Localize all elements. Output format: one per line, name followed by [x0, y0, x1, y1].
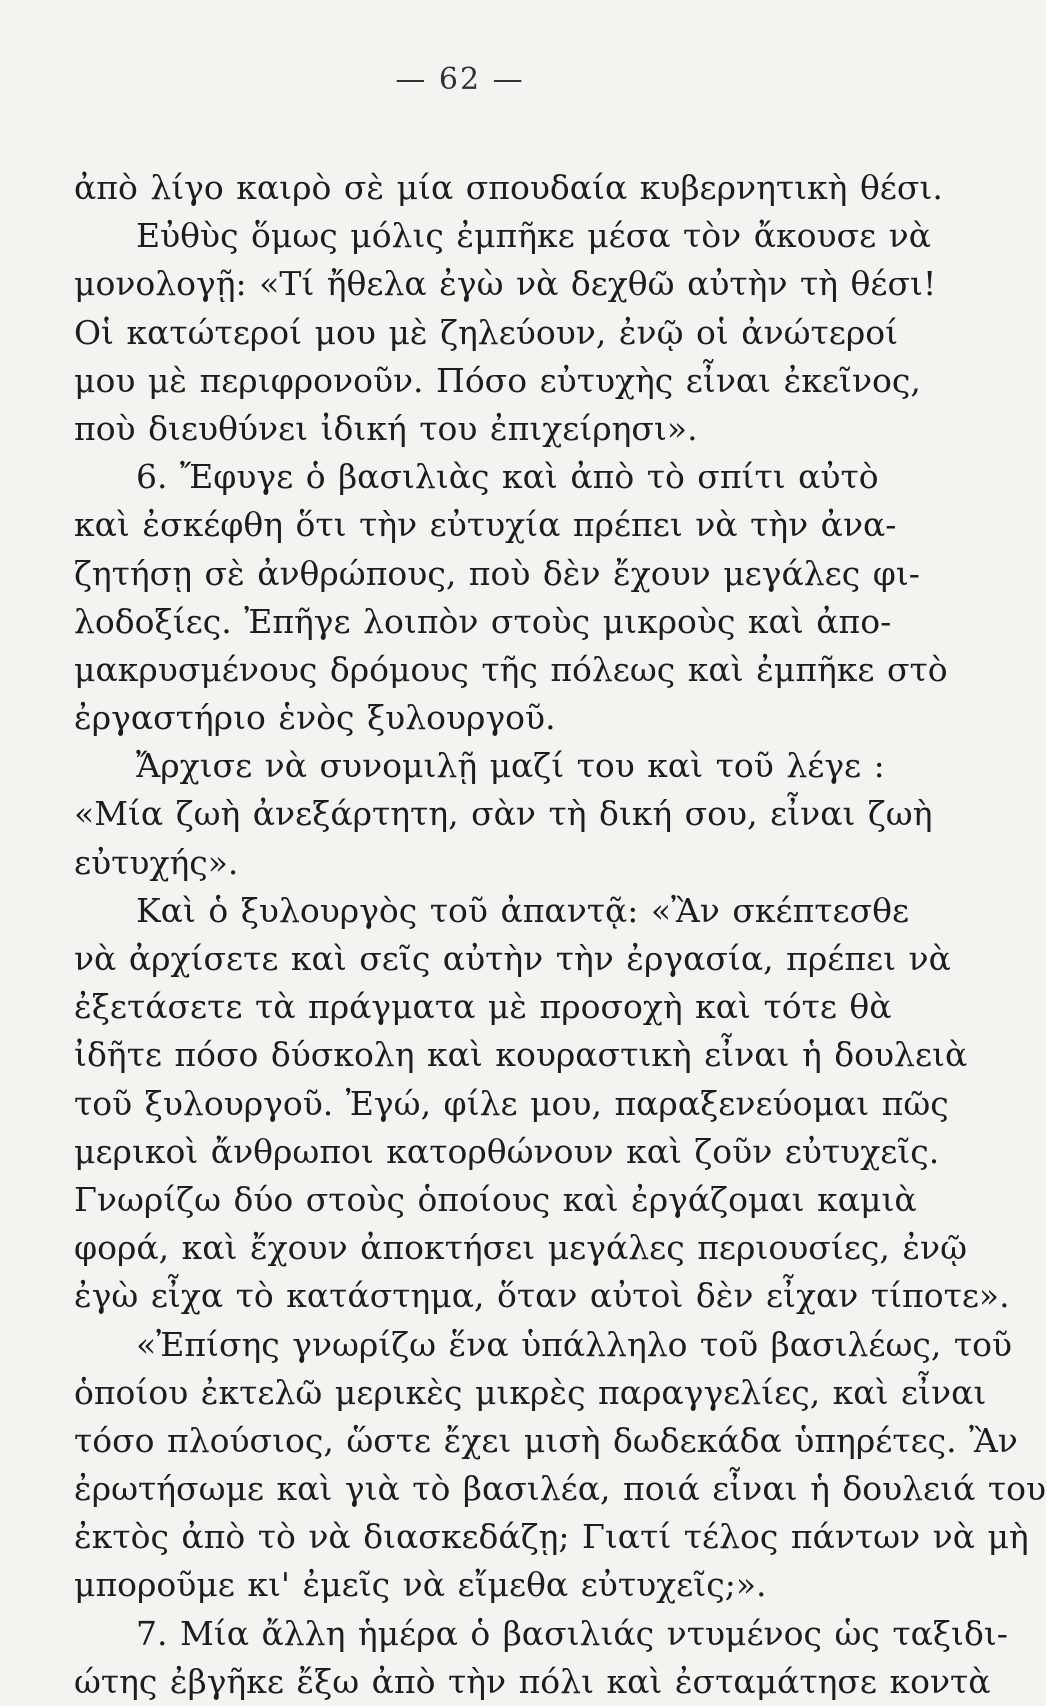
page-number: — 62 —	[395, 62, 525, 97]
text-line: μου μὲ περιφρονοῦν. Πόσο εὐτυχὴς εἶναι ἐκεῖνος,	[74, 360, 921, 400]
text-line: ἐκτὸς ἀπὸ τὸ νὰ διασκεδάζῃ; Γιατί τέλος πάντων νὰ μὴ	[74, 1517, 1029, 1557]
text-line: φορά, καὶ ἔχουν ἀποκτήσει μεγάλες περιουσίες, ἐνῷ	[74, 1228, 967, 1268]
text-line: μερικοὶ ἄνθρωποι κατορθώνουν καὶ ζοῦν εὐτυχεῖς.	[74, 1131, 940, 1171]
text-line: ἐγὼ εἶχα τὸ κατάστημα, ὅταν αὐτοὶ δὲν εἶχαν τίποτε».	[74, 1276, 1010, 1316]
text-line: 6. Ἔφυγε ὁ βασιλιὰς καὶ ἀπὸ τὸ σπίτι αὐτὸ	[136, 457, 879, 497]
text-line: τοῦ ξυλουργοῦ. Ἐγώ, φίλε μου, παραξενεύομαι πῶς	[74, 1083, 949, 1123]
text-line: 7. Μία ἄλλη ἡμέρα ὁ βασιλιάς ντυμένος ὡς ταξιδι-	[136, 1613, 1008, 1653]
text-line: ἐργαστήριο ἑνὸς ξυλουργοῦ.	[74, 698, 556, 738]
text-line: εὐτυχής».	[74, 842, 239, 882]
body-text	[74, 164, 1046, 1706]
text-line: τόσο πλούσιος, ὥστε ἔχει μισὴ δωδεκάδα ὑπηρέτες. Ἂν	[74, 1420, 1018, 1460]
text-line: λοδοξίες. Ἐπῆγε λοιπὸν στοὺς μικροὺς καὶ ἀπο-	[74, 601, 892, 641]
text-line: ποὺ διευθύνει ἰδική του ἐπιχείρησι».	[74, 408, 698, 448]
text-line: ἰδῆτε πόσο δύσκολη καὶ κουραστικὴ εἶναι ἡ δουλειὰ	[74, 1035, 968, 1075]
text-line: Καὶ ὁ ξυλουργὸς τοῦ ἀπαντᾷ: «Ἂν σκέπτεσθε	[136, 890, 910, 930]
text-line: Γνωρίζω δύο στοὺς ὁποίους καὶ ἐργάζομαι καμιὰ	[74, 1179, 917, 1219]
text-line: ζητήσῃ σὲ ἀνθρώπους, ποὺ δὲν ἔχουν μεγάλες φι-	[74, 553, 920, 593]
text-line: Εὐθὺς ὅμως μόλις ἐμπῆκε μέσα τὸν ἄκουσε νὰ	[136, 216, 932, 256]
text-line: Ἄρχισε νὰ συνομιλῇ μαζί του καὶ τοῦ λέγε :	[136, 746, 885, 786]
text-line: ἐρωτήσωμε καὶ γιὰ τὸ βασιλέα, ποιά εἶναι ἡ δουλειά του	[74, 1469, 1046, 1509]
text-line: «Ἐπίσης γνωρίζω ἕνα ὑπάλληλο τοῦ βασιλέως, τοῦ	[136, 1324, 1013, 1364]
text-line: ώτης ἐβγῆκε ἔξω ἀπὸ τὴν πόλι καὶ ἐσταμάτησε κοντὰ	[74, 1661, 991, 1701]
text-line: Οἱ κατώτεροί μου μὲ ζηλεύουν, ἐνῷ οἱ ἀνώτεροί	[74, 312, 899, 352]
text-line: ἐξετάσετε τὰ πράγματα μὲ προσοχὴ καὶ τότε θὰ	[74, 987, 892, 1027]
text-line: «Μία ζωὴ ἀνεξάρτητη, σὰν τὴ δική σου, εἶναι ζωὴ	[74, 794, 933, 834]
text-line: ἀπὸ λίγο καιρὸ σὲ μία σπουδαία κυβερνητικὴ θέσι.	[74, 168, 943, 207]
text-line: νὰ ἀρχίσετε καὶ σεῖς αὐτὴν τὴν ἐργασία, πρέπει νὰ	[74, 939, 951, 978]
text-line: μονολογῇ: «Τί ἤθελα ἐγὼ νὰ δεχθῶ αὐτὴν τὴ θέσι!	[74, 264, 937, 304]
text-line: μακρυσμένους δρόμους τῆς πόλεως καὶ ἐμπῆκε στὸ	[74, 649, 948, 689]
text-line: μποροῦμε κι' ἐμεῖς νὰ εἴμεθα εὐτυχεῖς;».	[74, 1565, 767, 1605]
text-line: ὁποίου ἐκτελῶ μερικὲς μικρὲς παραγγελίες, καὶ εἶναι	[74, 1372, 987, 1412]
text-line: καὶ ἐσκέφθη ὅτι τὴν εὐτυχία πρέπει νὰ τὴν ἀνα-	[74, 505, 897, 545]
